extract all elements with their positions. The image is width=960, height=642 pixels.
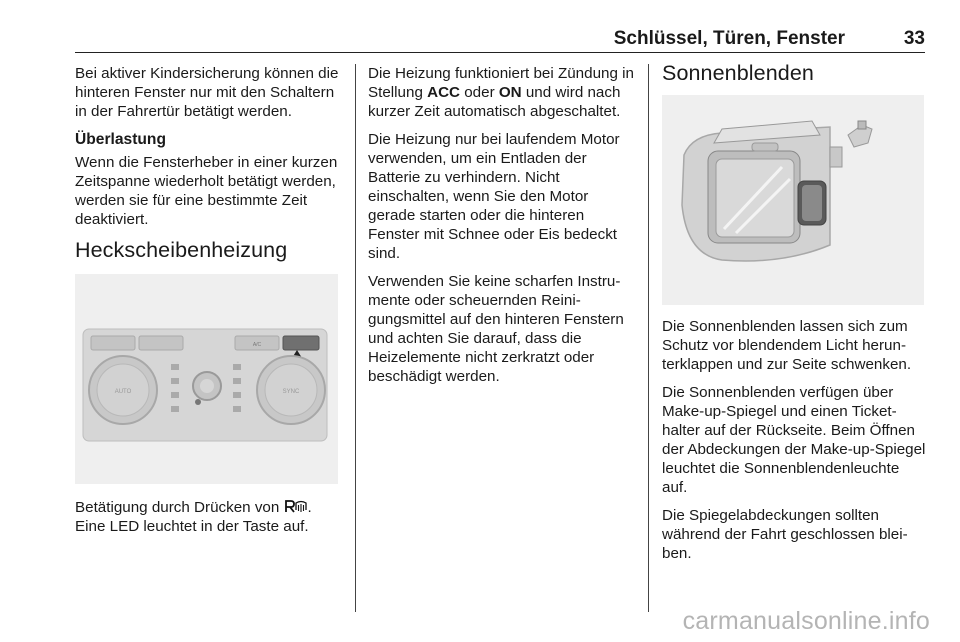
watermark: carmanualsonline.info <box>682 607 930 635</box>
paragraph-overload: Wenn die Fensterheber in einer kurzen Zeitspanne wiederholt betätigt werden, werden sie für eine bestimmte Zeit deaktiviert. <box>75 154 338 228</box>
page-number: 33 <box>903 28 925 49</box>
ac-button-label: A/C <box>252 342 262 348</box>
paragraph-mirror-covers: Die Spiegelabdeckungen sollten während der Fahrt geschlossen bleiben. <box>662 507 908 562</box>
heading-sun-visors: Sonnenblenden <box>662 61 814 85</box>
paragraph-led: Eine LED leuchtet in der Taste auf. <box>75 518 309 535</box>
sun-visor-illustration <box>662 95 924 305</box>
column-2 <box>368 64 636 395</box>
column-divider-2 <box>648 64 649 612</box>
column-1 <box>75 64 343 536</box>
ignition-on: ON <box>498 84 522 101</box>
heading-overload: Überlastung <box>75 131 166 148</box>
page-header <box>75 24 925 53</box>
rear-window-heater-icon <box>284 499 308 514</box>
paragraph-ignition: Die Heizung funktioniert bei Zündung in Stellung ACC oder ON und wird nach kurzer Zeit automatisch abgeschaltet. <box>368 65 634 120</box>
climate-control-panel-illustration <box>75 274 338 484</box>
sync-knob-label: SYNC <box>282 389 300 395</box>
heading-rear-window-heater: Heckscheibenheizung <box>75 238 288 262</box>
section-title: Schlüssel, Türen, Fenster <box>613 28 845 49</box>
paragraph-sun-visor-function: Die Sonnenblenden lassen sich zum Schutz vor blendendem Licht herunterklappen und zur Seite schwenken. <box>662 318 912 373</box>
ignition-acc: ACC <box>427 84 461 101</box>
column-divider-1 <box>355 64 356 612</box>
auto-knob-label: AUTO <box>114 389 132 395</box>
paragraph-no-sharp-tools: Verwenden Sie keine scharfen Instrumente oder scheuernden Reinigungsmittel auf den hinteren Fenstern und achten Sie darauf, dass die Heizelemente nicht zerkratzt oder beschädigt werden. <box>368 273 624 385</box>
climate-control-panel-figure <box>75 274 338 484</box>
paragraph-press-button: Betätigung durch Drücken von . Eine LED leuchtet in der Taste auf. <box>75 499 312 535</box>
sun-visor-figure <box>662 95 924 305</box>
paragraph-child-lock: Bei aktiver Kindersicherung können die hinteren Fenster nur mit den Schaltern in der Fahrertür betätigt werden. <box>75 65 339 120</box>
paragraph-engine-running: Die Heizung nur bei laufendem Motor verwenden, um ein Entladen der Batterie zu verhindern. Nicht einschalten, wenn Sie den Motor gerade starten oder die hinteren Fenster mit Schnee oder Eis bedeckt sind. <box>368 131 620 262</box>
paragraph-makeup-mirror: Die Sonnenblenden verfügen über Make-up-Spiegel und einen Tickethalter auf der Rückseite. Beim Öffnen der Abdeckungen der Make-up-Spiegel leuchtet die Sonnenblendenleuchte auf. <box>662 384 926 496</box>
column-3 <box>662 61 928 572</box>
